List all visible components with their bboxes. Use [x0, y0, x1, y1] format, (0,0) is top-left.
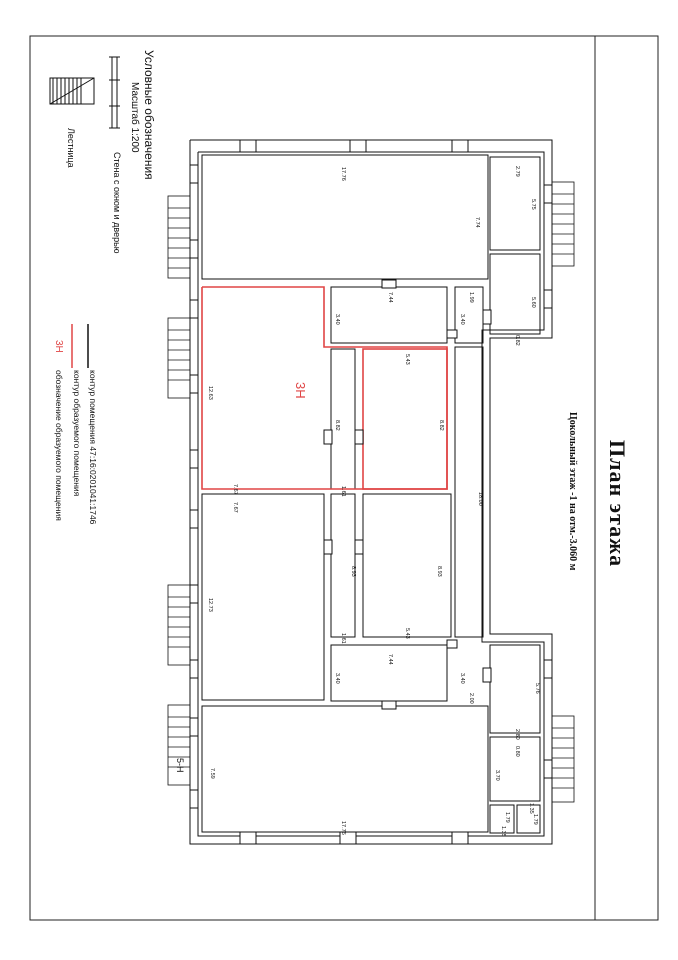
dimension-label: 7.44: [387, 292, 393, 303]
formed-room-contour: [202, 287, 447, 489]
dimension-label: 7.44: [387, 654, 393, 665]
plan-title: План этажа: [605, 440, 630, 568]
room-top-right-b: [490, 254, 540, 334]
dimension-label: 3.40: [334, 314, 340, 325]
dimension-label: 2.79: [514, 166, 520, 177]
outer-walls: [190, 140, 552, 844]
room-d: [202, 494, 324, 700]
room-c: [331, 349, 355, 489]
dimension-label: 3.40: [334, 673, 340, 684]
dimension-label: 12.73: [207, 598, 213, 612]
dimension-label: 0.82: [514, 335, 520, 346]
entry-label: 5-Н: [175, 758, 185, 773]
legend-room-contour-label: контур помещения 47:16:0201041:1746: [88, 370, 98, 525]
dimension-label: 1.61: [340, 486, 346, 497]
dimension-label: 7.67: [232, 484, 238, 495]
dimension-label: 2.80: [514, 729, 520, 740]
dimension-label: 17.76: [340, 167, 346, 181]
scale-label: Масштаб 1:200: [129, 82, 140, 153]
legend-formed-code: 3Н: [53, 340, 64, 353]
dimension-label: 3.70: [494, 770, 500, 781]
dimension-label: 5.43: [404, 354, 410, 365]
dimension-label: 5.60: [530, 297, 536, 308]
legend-formed-code-label: обозначение образуемого помещения: [54, 370, 64, 521]
dimension-label: 8.82: [334, 420, 340, 431]
legend-heading: Условные обозначения: [142, 50, 156, 180]
dimension-label: 7.74: [474, 217, 480, 228]
plan-subtitle: Цокольный этаж -1 на отм.-3.060 м: [567, 412, 578, 571]
dimension-label: 1.61: [340, 633, 346, 644]
dimension-label: 1.79: [532, 814, 538, 825]
dimension-label: 0.80: [514, 746, 520, 757]
dimension-label: 5.43: [404, 628, 410, 639]
room-bottom-large: [202, 706, 488, 832]
dimension-label: 3.40: [459, 673, 465, 684]
dimension-label: 1.79: [504, 812, 510, 823]
dimension-label: 1.35: [528, 803, 534, 814]
dimension-label: 5.75: [530, 199, 536, 210]
legend-stair-symbol: [50, 78, 94, 104]
dimension-label: 17.76: [340, 821, 346, 835]
legend-wall-label: Стена с окном и дверью: [112, 152, 122, 254]
dimension-label: 8.82: [438, 420, 444, 431]
dimension-label: 2.00: [468, 693, 474, 704]
stairs: [168, 182, 574, 802]
dimension-label: 1.35: [500, 826, 506, 837]
windows: [190, 140, 552, 844]
dimension-label: 18.00: [477, 492, 483, 506]
dimension-label: 7.67: [232, 502, 238, 513]
room-bottom-right-a: [490, 645, 540, 733]
legend-stair-label: Лестница: [66, 128, 76, 168]
legend-wall-symbol: [109, 57, 120, 128]
rooms: [202, 155, 540, 833]
legend-formed-contour-label: контур образуемого помещения: [72, 370, 82, 497]
dimension-label: 8.93: [436, 566, 442, 577]
formed-room-label: 3Н: [293, 382, 308, 399]
dimension-label: 7.59: [209, 768, 215, 779]
dimension-label: 12.63: [207, 386, 213, 400]
dimension-label: 1.99: [468, 292, 474, 303]
dimension-label: 3.40: [459, 314, 465, 325]
dimension-label: 8.93: [350, 566, 356, 577]
dimension-label: 5.76: [534, 683, 540, 694]
